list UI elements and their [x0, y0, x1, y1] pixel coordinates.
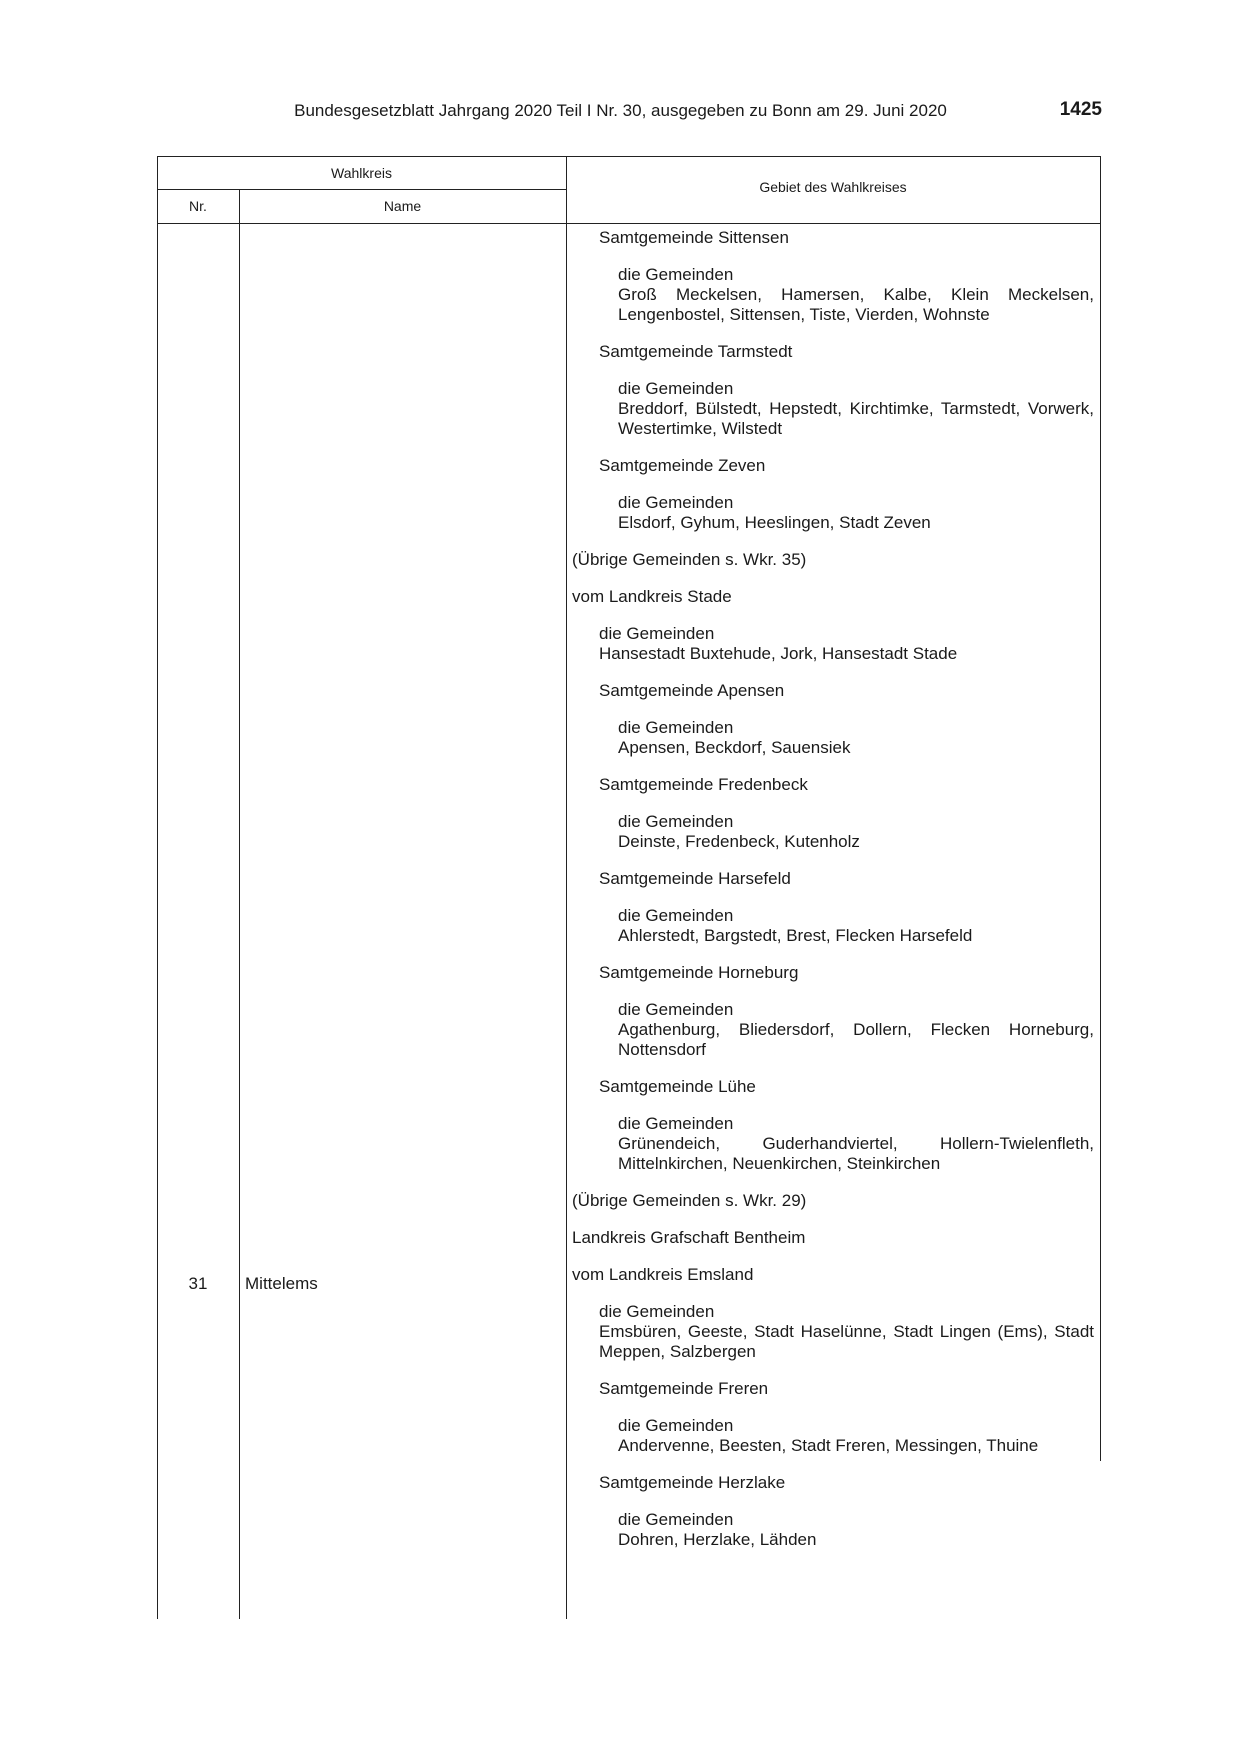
gemeinden-list: Hansestadt Buxtehude, Jork, Hansestadt Stade: [599, 644, 958, 663]
page-header-title: Bundesgesetzblatt Jahrgang 2020 Teil I Nr. 30, ausgegeben zu Bonn am 29. Juni 2020: [294, 101, 947, 120]
gebiet-entry-label: die Gemeinden: [618, 1510, 734, 1529]
gebiet-entry-label: die Gemeinden: [618, 906, 734, 925]
gebiet-entry-label: Samtgemeinde Sittensen: [599, 228, 789, 247]
table-border-left: [157, 156, 158, 1619]
gebiet-entry: [572, 1265, 1094, 1285]
gebiet-entry-label: Samtgemeinde Lühe: [599, 1077, 756, 1096]
gebiet-entry: [572, 718, 1094, 758]
gebiet-entry-label: (Übrige Gemeinden s. Wkr. 35): [572, 550, 807, 569]
gebiet-entry: [572, 379, 1094, 439]
row-name: Mittelems: [245, 1274, 318, 1293]
gebiet-entry: [572, 1510, 1094, 1550]
gebiet-entry: [572, 1379, 1094, 1399]
gemeinden-list: Breddorf, Bülstedt, Hepstedt, Kirchtimke, Tarmstedt, Vorwerk, Westertimke, Wilstedt: [618, 399, 1094, 438]
gebiet-entry-label: Landkreis Grafschaft Bentheim: [572, 1228, 806, 1247]
gebiet-entry: [572, 869, 1094, 889]
gebiet-entry: [572, 775, 1094, 795]
gebiet-entry: [572, 681, 1094, 701]
gebiet-entry-label: Samtgemeinde Horneburg: [599, 963, 799, 982]
gemeinden-list: Grünendeich, Guderhandviertel, Hollern-Twielenfleth, Mittelnkirchen, Neuenkirchen, Steinkirchen: [618, 1134, 1094, 1173]
gebiet-entry: [572, 456, 1094, 476]
gebiet-entry-label: vom Landkreis Stade: [572, 587, 732, 606]
gebiet-entry: [572, 1191, 1094, 1211]
gebiet-entry-label: (Übrige Gemeinden s. Wkr. 29): [572, 1191, 807, 1210]
row-nr: 31: [188, 1274, 208, 1293]
gebiet-entry-label: die Gemeinden: [618, 493, 734, 512]
gebiet-entry: [572, 963, 1094, 983]
gebiet-entry: [572, 1473, 1094, 1493]
gebiet-entry: [572, 906, 1094, 946]
gebiet-entry: [572, 228, 1094, 248]
gebiet-entry: [572, 1302, 1094, 1362]
table-border-top: [157, 156, 1101, 157]
gebiet-entry-label: die Gemeinden: [618, 1416, 734, 1435]
gebiet-entry-label: Samtgemeinde Tarmstedt: [599, 342, 793, 361]
gemeinden-list: Apensen, Beckdorf, Sauensiek: [618, 738, 851, 757]
header-gebiet: Gebiet des Wahlkreises: [759, 179, 907, 195]
gebiet-entry: [572, 587, 1094, 607]
gebiet-entry: [572, 342, 1094, 362]
gebiet-entry-label: Samtgemeinde Herzlake: [599, 1473, 786, 1492]
gebiet-entry: [572, 265, 1094, 325]
gebiet-entry: [572, 1228, 1094, 1248]
gemeinden-list: Emsbüren, Geeste, Stadt Haselünne, Stadt Lingen (Ems), Stadt Meppen, Salzbergen: [599, 1322, 1094, 1361]
gebiet-entry: [572, 1077, 1094, 1097]
gemeinden-list: Agathenburg, Bliedersdorf, Dollern, Flecken Horneburg, Nottensdorf: [618, 1020, 1094, 1059]
gemeinden-list: Ahlerstedt, Bargstedt, Brest, Flecken Harsefeld: [618, 926, 973, 945]
gebiet-entry-label: die Gemeinden: [618, 718, 734, 737]
gebiet-entry: [572, 493, 1094, 533]
gemeinden-list: Andervenne, Beesten, Stadt Freren, Messingen, Thuine: [618, 1436, 1039, 1455]
gebiet-entry-label: vom Landkreis Emsland: [572, 1265, 754, 1284]
header-nr: Nr.: [189, 198, 207, 214]
header-name: Name: [383, 198, 422, 214]
gemeinden-list: Groß Meckelsen, Hamersen, Kalbe, Klein Meckelsen, Lengenbostel, Sittensen, Tiste, Vierden, Wohnste: [618, 285, 1094, 324]
gebiet-entry-label: Samtgemeinde Fredenbeck: [599, 775, 808, 794]
gebiet-entry-label: Samtgemeinde Zeven: [599, 456, 766, 475]
gebiet-entry: [572, 550, 1094, 570]
table-divider-name: [566, 156, 567, 1619]
gebiet-entry-label: die Gemeinden: [599, 624, 715, 643]
gebiet-entry-label: die Gemeinden: [618, 379, 734, 398]
gemeinden-list: Elsdorf, Gyhum, Heeslingen, Stadt Zeven: [618, 513, 931, 532]
gebiet-entry-label: die Gemeinden: [618, 1000, 734, 1019]
table-border-right: [1100, 156, 1101, 1461]
gebiet-entry-label: die Gemeinden: [618, 265, 734, 284]
gebiet-column: [572, 228, 1094, 1567]
gebiet-entry-label: Samtgemeinde Apensen: [599, 681, 785, 700]
gebiet-entry-label: Samtgemeinde Freren: [599, 1379, 769, 1398]
gemeinden-list: Dohren, Herzlake, Lähden: [618, 1530, 817, 1549]
table-header-bottom: [157, 223, 1101, 224]
gebiet-entry: [572, 1416, 1094, 1456]
page-number: 1425: [1059, 99, 1102, 120]
gebiet-entry: [572, 1114, 1094, 1174]
gebiet-entry: [572, 1000, 1094, 1060]
gebiet-entry-label: Samtgemeinde Harsefeld: [599, 869, 791, 888]
gemeinden-list: Deinste, Fredenbeck, Kutenholz: [618, 832, 860, 851]
table-divider-wahlkreis: [157, 189, 566, 190]
gebiet-entry-label: die Gemeinden: [618, 1114, 734, 1133]
table-divider-nr: [239, 189, 240, 1619]
gebiet-entry-label: die Gemeinden: [618, 812, 734, 831]
gebiet-entry: [572, 624, 1094, 664]
gebiet-entry: [572, 812, 1094, 852]
header-wahlkreis: Wahlkreis: [331, 165, 392, 181]
gebiet-entry-label: die Gemeinden: [599, 1302, 715, 1321]
